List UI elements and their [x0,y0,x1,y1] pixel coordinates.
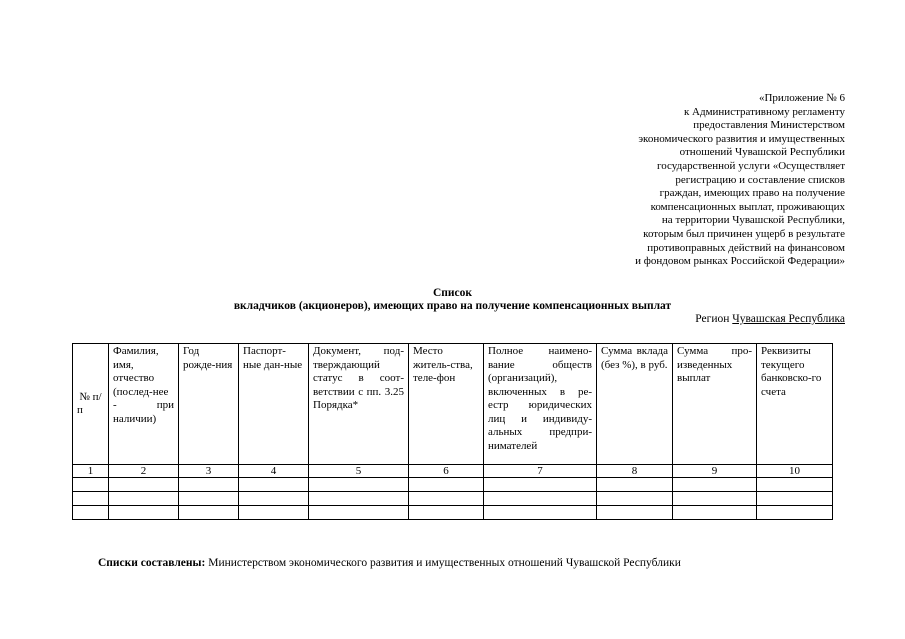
region-label: Регион [695,313,733,325]
empty-cell [409,506,484,520]
column-number: 2 [109,465,179,478]
column-number: 6 [409,465,484,478]
header-row [73,344,833,465]
footer-text: Министерством экономического развития и имущественных отношений Чувашской Республики [205,557,681,569]
empty-cell [484,492,597,506]
empty-cell [309,492,409,506]
empty-cell [673,506,757,520]
empty-cell [239,506,309,520]
header-cell-payments-made: Сумма про-изведенных выплат [673,344,757,465]
empty-cell [597,478,673,492]
empty-cell [409,492,484,506]
empty-cell [484,506,597,520]
empty-cell [597,506,673,520]
appendix-line: экономического развития и имущественных [638,132,845,145]
table-row [73,478,833,492]
empty-cell [73,492,109,506]
empty-cell [757,478,833,492]
empty-cell [109,478,179,492]
empty-cell [597,492,673,506]
header-cell-bank-details: Реквизиты текущего банковско-го счета [757,344,833,465]
empty-cell [309,478,409,492]
column-number: 5 [309,465,409,478]
column-number: 8 [597,465,673,478]
empty-cell [109,492,179,506]
column-number-row [73,465,833,478]
table-row [73,492,833,506]
appendix-line: государственной услуги «Осуществляет [657,159,845,172]
empty-cell [73,506,109,520]
appendix-line: на территории Чувашской Республики, [661,214,845,227]
document-title: Список [432,287,473,299]
column-number: 10 [757,465,833,478]
empty-cell [179,506,239,520]
empty-cell [757,506,833,520]
appendix-line: которым был причинен ущерб в результате [643,227,845,240]
footer-label: Списки составлены: [98,557,206,569]
column-number: 3 [179,465,239,478]
empty-cell [309,506,409,520]
header-cell-status-document: Документ, под-тверждающий статус в соот-ветствии с пп. 3.25 Порядка* [309,344,409,465]
region-line [695,313,845,326]
column-number: 1 [73,465,109,478]
header-cell-index: № п/п [73,344,109,465]
appendix-line: компенсационных выплат, проживающих [650,200,845,213]
appendix-line: и фондовом рынках Российской Федерации» [635,255,845,268]
appendix-line: отношений Чувашской Республики [679,146,845,159]
table-row [73,506,833,520]
footer-note [98,556,681,570]
empty-cell [409,478,484,492]
header-cell-fullname: Фамилия, имя, отчество (послед-нее - при наличии) [109,344,179,465]
empty-cell [239,492,309,506]
column-number: 9 [673,465,757,478]
header-cell-residence: Место житель-ства, теле-фон [409,344,484,465]
appendix-line: граждан, имеющих право на получение [659,187,845,200]
empty-cell [109,506,179,520]
empty-cell [757,492,833,506]
appendix-line: противоправных действий на финансовом [647,241,845,254]
header-cell-deposit-sum: Сумма вклада (без %), в руб. [597,344,673,465]
appendix-block [545,92,845,269]
depositors-table [72,343,833,520]
header-cell-birth-year: Год рожде-ния [179,344,239,465]
empty-cell [179,492,239,506]
header-cell-organization: Полное наимено-вание обществ (организаций), включенных в ре-естр юридических лиц и индивиду-альных предпри-нимателей [484,344,597,465]
appendix-line: регистрацию и составление списков [675,173,845,186]
region-value: Чувашская Республика [732,313,845,325]
appendix-line: предоставления Министерством [693,119,845,132]
empty-cell [673,492,757,506]
empty-cell [484,478,597,492]
document-subtitle: вкладчиков (акционеров), имеющих право на получение компенсационных выплат [233,300,672,312]
column-number: 4 [239,465,309,478]
empty-cell [673,478,757,492]
empty-cell [239,478,309,492]
appendix-line: к Административному регламенту [683,105,845,118]
appendix-line: «Приложение № 6 [758,92,845,104]
column-number: 7 [484,465,597,478]
empty-cell [179,478,239,492]
header-cell-passport: Паспорт-ные дан-ные [239,344,309,465]
empty-cell [73,478,109,492]
